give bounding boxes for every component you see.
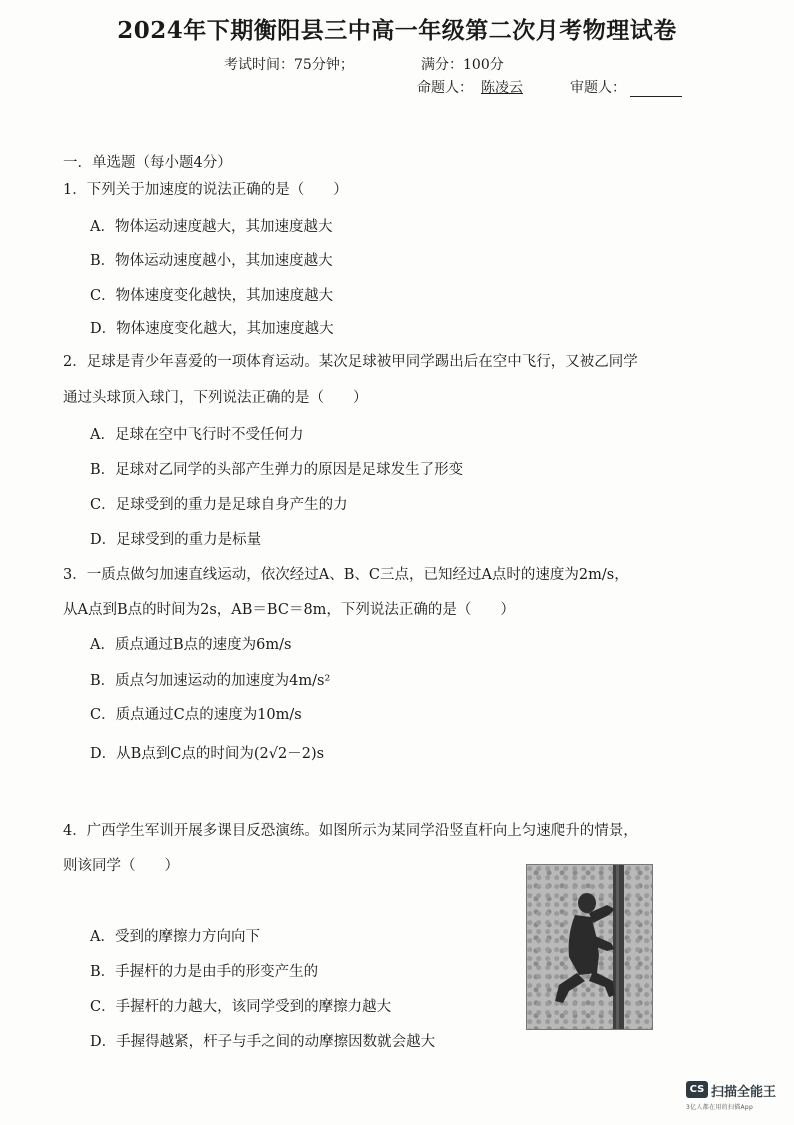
question-4-stem-line1: 4．广西学生军训开展多课目反恐演练。如图所示为某同学沿竖直杆向上匀速爬升的情景，	[63, 823, 638, 839]
author-label: 命题人：	[417, 80, 473, 96]
scanner-app-subtitle: 3亿人都在用的扫描App	[686, 1104, 754, 1111]
question-2-stem-line1: 2．足球是青少年喜爱的一项体育运动。某次足球被甲同学踢出后在空中飞行，又被乙同学	[63, 354, 638, 370]
climber-head	[578, 893, 596, 913]
author-name: 陈凌云	[481, 80, 523, 96]
question-3-option-b: B．质点匀加速运动的加速度为4m/s²	[90, 673, 331, 689]
question-2-option-b: B．足球对乙同学的头部产生弹力的原因是足球发生了形变	[90, 462, 464, 478]
section-title: 一．单选题（每小题4分）	[63, 155, 232, 171]
question-3-stem-line2: 从A点到B点的时间为2s，AB＝BC＝8m，下列说法正确的是（ ）	[63, 602, 515, 618]
question-3-stem-line1: 3．一质点做匀加速直线运动，依次经过A、B、C三点，已知经过A点时的速度为2m/s，	[63, 567, 629, 583]
question-3-option-d: D．从B点到C点的时间为(2√2－2)s	[90, 746, 325, 762]
climber-leg-2	[589, 971, 615, 997]
question-4-option-a: A．受到的摩擦力方向向下	[90, 929, 260, 945]
question-4-option-c: C．手握杆的力越大，该同学受到的摩擦力越大	[90, 999, 392, 1015]
question-2-option-c: C．足球受到的重力是足球自身产生的力	[90, 497, 348, 513]
climber-leg	[555, 973, 585, 1003]
exam-time: 考试时间：75分钟；	[224, 57, 354, 73]
reviewer-label: 审题人：	[570, 80, 626, 96]
question-4-stem-line2: 则该同学（ ）	[63, 858, 179, 874]
reviewer-blank	[630, 82, 682, 97]
question-3-option-c: C．质点通过C点的速度为10m/s	[90, 707, 302, 723]
full-score: 满分：100分	[421, 57, 504, 73]
reviewer-field	[570, 77, 682, 97]
question-1-option-c: C．物体速度变化越快，其加速度越大	[90, 288, 334, 304]
question-3-option-a: A．质点通过B点的速度为6m/s	[90, 637, 292, 653]
scanner-app-name: 扫描全能王	[711, 1085, 777, 1100]
question-2-stem-line2: 通过头球顶入球门，下列说法正确的是（ ）	[63, 390, 368, 406]
scanner-logo: CS	[686, 1081, 708, 1098]
question-4-option-b: B．手握杆的力是由手的形变产生的	[90, 964, 319, 980]
question-1-option-a: A．物体运动速度越大，其加速度越大	[90, 219, 333, 235]
question-4-option-d: D．手握得越紧，杆子与手之间的动摩擦因数就会越大	[90, 1034, 436, 1050]
exam-title: 2024年下期衡阳县三中高一年级第二次月考物理试卷	[117, 17, 677, 44]
climbing-pole-photo	[526, 864, 653, 1030]
question-2-option-a: A．足球在空中飞行时不受任何力	[90, 427, 304, 443]
question-1-stem: 1．下列关于加速度的说法正确的是（ ）	[63, 182, 348, 198]
question-1-option-d: D．物体速度变化越大，其加速度越大	[90, 321, 334, 337]
question-1-option-b: B．物体运动速度越小，其加速度越大	[90, 253, 333, 269]
climber-figure	[527, 865, 652, 1029]
question-2-option-d: D．足球受到的重力是标量	[90, 532, 262, 548]
